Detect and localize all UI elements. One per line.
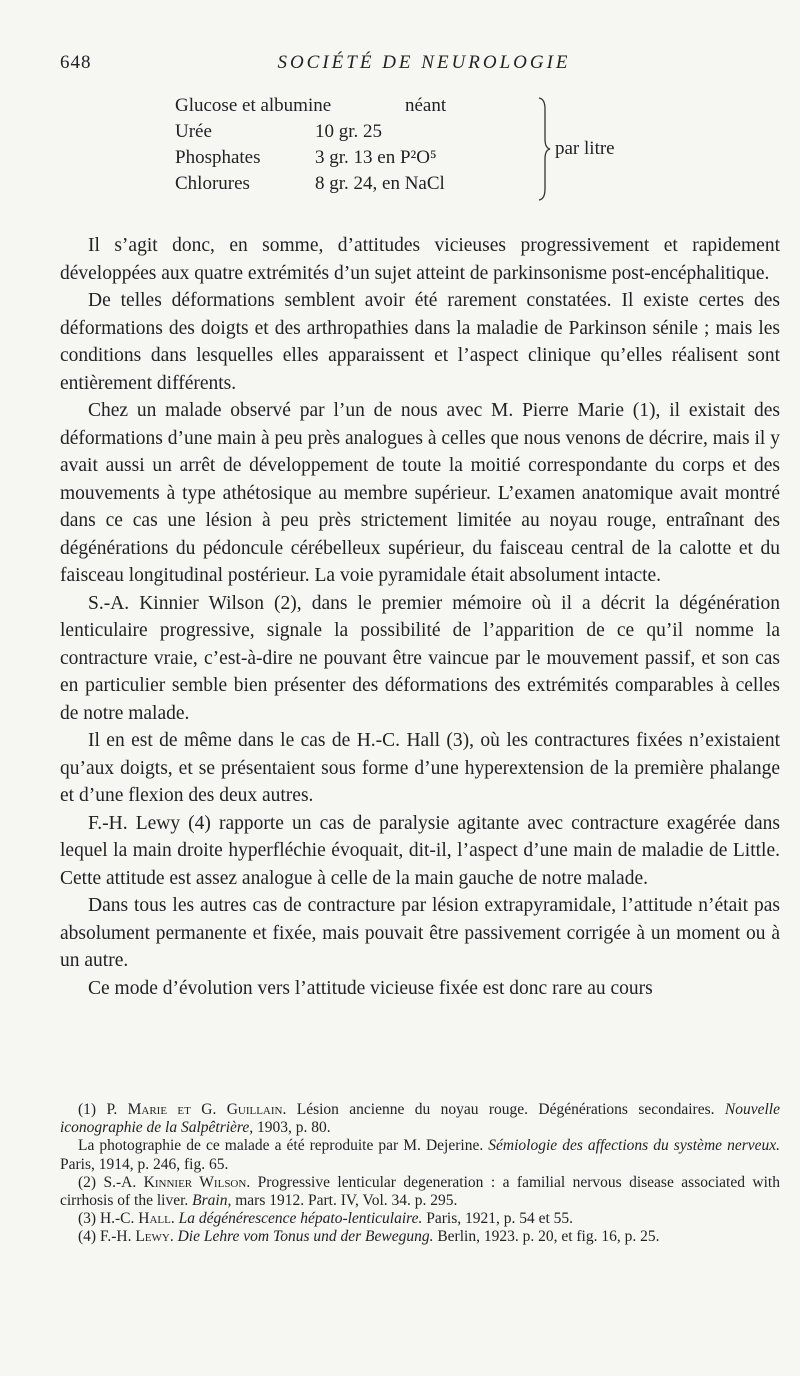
footnote-authors: F.-H. Lewy.	[99, 1228, 174, 1246]
analysis-value: 10 gr. 25	[315, 121, 383, 142]
page-header	[60, 52, 788, 76]
analysis-value: 3 gr. 13 en P²O⁵	[315, 147, 437, 168]
paragraph: Dans tous les autres cas de contracture par lésion extrapyramidale, l’attitude n’était pas absolument permanente et fixée, mais pouvait être passivement corrigée à un moment ou à un autre.	[60, 895, 780, 971]
footnote-text: La photographie de ce malade a été reproduite par M. Dejerine.	[78, 1137, 489, 1155]
footnote-authors: S.-A. Kinnier Wilson.	[103, 1173, 251, 1191]
footnote-rest: Paris, 1921, p. 54 et 55.	[422, 1210, 574, 1228]
footnote-text: Progressive lenticular degeneration : a familial nervous disease associated with cirrhosis of the liver.	[60, 1173, 780, 1210]
footnote-authors: P. Marie et G. Guillain.	[106, 1101, 287, 1118]
footnotes	[60, 1101, 780, 1247]
analysis-name: Phosphates	[175, 147, 261, 168]
footnote-4	[60, 1228, 780, 1246]
paragraph: S.-A. Kinnier Wilson (2), dans le premier mémoire où il a décrit la dégénération lenticulaire progressive, signale la possibilité de l’apparition de ce qu’il nomme la contracture vraie, c’est-à-dire ne pouvant être vaincue par le mouvement passif, et son cas en particulier semble bien présenter des déformations des extrémités comparables à celles de notre malade.	[60, 592, 780, 724]
footnote-authors: H.-C. Hall.	[99, 1210, 175, 1228]
footnote-journal: Brain,	[192, 1192, 232, 1210]
footnote-mark: (4)	[78, 1228, 100, 1246]
footnote-book: La dégénérescence hépato-lenticulaire.	[178, 1210, 423, 1228]
footnote-mark: (2)	[78, 1173, 104, 1191]
running-title: SOCIÉTÉ DE NEUROLOGIE	[277, 52, 571, 73]
footnote-1	[60, 1101, 780, 1137]
right-brace-icon	[537, 97, 551, 201]
paragraph: F.-H. Lewy (4) rapporte un cas de paralysie agitante avec contracture exagérée dans lequel la main droite hyperfléchie évoquait, dit-il, l’aspect d’une main de maladie de Little. Cette attitude est assez analogue à celle de la main gauche de notre malade.	[60, 812, 780, 889]
page-number: 648	[60, 52, 92, 73]
footnote-rest: Berlin, 1923. p. 20, et fig. 16, p. 25.	[433, 1228, 660, 1246]
footnote-rest: mars 1912. Part. IV, Vol. 34. p. 295.	[231, 1192, 458, 1210]
paragraph: Il s’agit donc, en somme, d’attitudes vicieuses progressivement et rapidement développées aux quatre extrémités d’un sujet atteint de parkinsonisme post-encéphalitique.	[60, 235, 780, 284]
footnote-journal: Nouvelle iconographie de la Salpêtrière,	[60, 1101, 780, 1137]
paragraph: Ce mode d’évolution vers l’attitude vicieuse fixée est donc rare au cours	[88, 977, 653, 999]
footnote-1-continued	[60, 1137, 780, 1173]
analysis-name: Chlorures	[175, 173, 250, 194]
body-text	[60, 232, 780, 1002]
analysis-value: 8 gr. 24, en NaCl	[315, 173, 445, 194]
footnote-2	[60, 1174, 780, 1210]
analysis-name: Glucose et albumine	[175, 95, 332, 116]
footnote-book: Die Lehre vom Tonus und der Bewegung.	[177, 1228, 434, 1246]
paragraph: Il en est de même dans le cas de H.-C. Hall (3), où les contractures fixées n’existaient qu’aux doigts, et se présentaient sous forme d’une hyperextension de la première phalange et d’une flexion des deux autres.	[60, 730, 780, 806]
footnote-rest: 1903, p. 80.	[253, 1119, 331, 1137]
footnote-rest: Paris, 1914, p. 246, fig. 65.	[60, 1155, 229, 1173]
footnote-book: Sémiologie des affections du système nerveux.	[488, 1137, 780, 1155]
footnote-mark: (1)	[78, 1101, 107, 1118]
urine-analysis-table	[175, 95, 645, 210]
analysis-name: Urée	[175, 121, 212, 142]
analysis-unit: par litre	[555, 138, 615, 159]
footnote-mark: (3)	[78, 1210, 100, 1228]
footnote-text: Lésion ancienne du noyau rouge. Dégénérations secondaires.	[286, 1101, 725, 1118]
paragraph: Chez un malade observé par l’un de nous avec M. Pierre Marie (1), il existait des déformations d’une main à peu près analogues à celles que nous venons de décrire, mais il y avait aussi un arrêt de développement de toute la moitié correspondante du corps et des mouvements à type athétosique au membre supérieur. L’examen anatomique avait montré dans ce cas une lésion à peu près strictement limitée au noyau rouge, entraînant des dégénérations du pédoncule cérébelleux supérieur, du faisceau central de la calotte et du faisceau longitudinal postérieur. La voie pyramidale était absolument intacte.	[60, 400, 780, 586]
footnote-3	[60, 1210, 780, 1228]
analysis-value: néant	[405, 95, 447, 116]
paragraph: De telles déformations semblent avoir été rarement constatées. Il existe certes des déformations des doigts et des arthropathies dans la maladie de Parkinson sénile ; mais les conditions dans lesquelles elles apparaissent et l’aspect clinique qu’elles réalisent sont entièrement différents.	[60, 290, 780, 394]
